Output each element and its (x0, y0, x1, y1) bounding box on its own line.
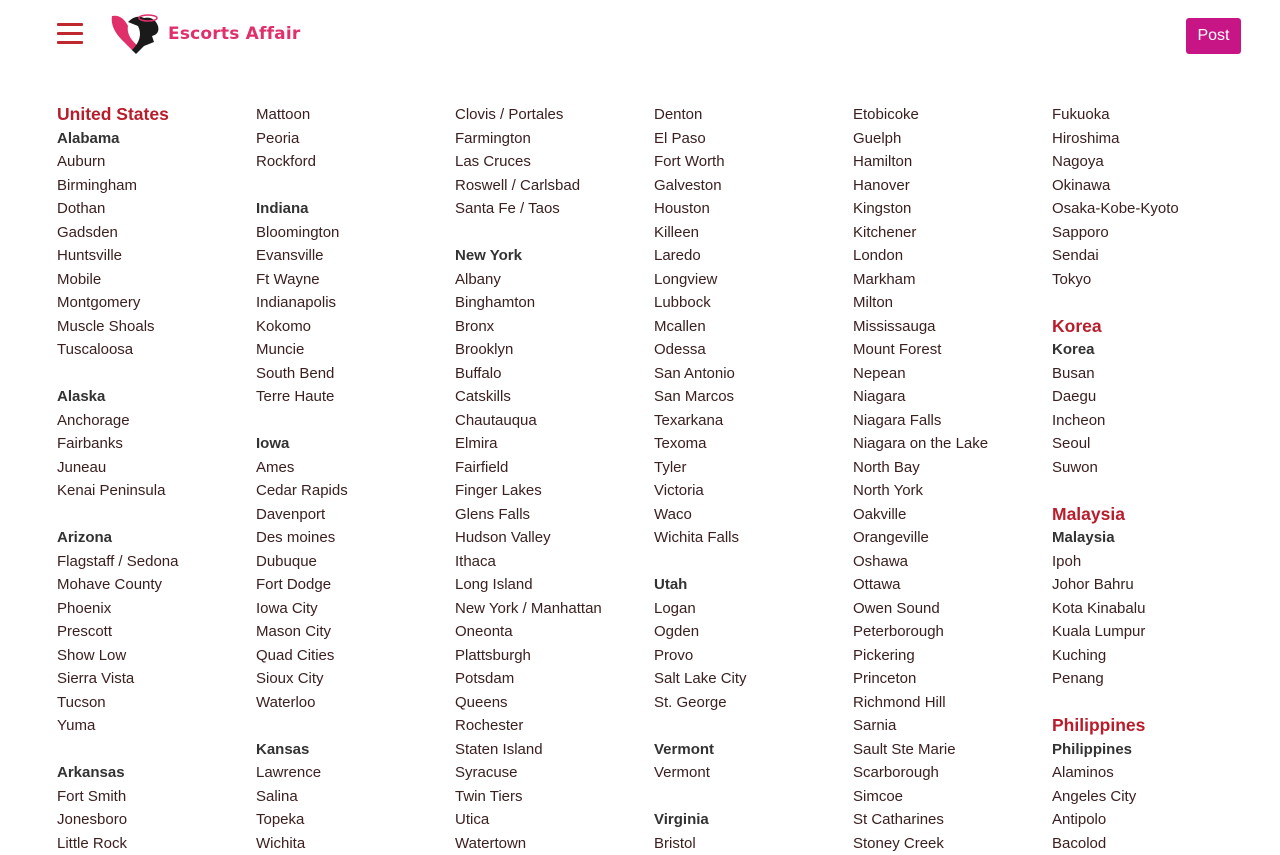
brand-name: Escorts Affair (168, 24, 300, 44)
city-link[interactable]: St Catharines (853, 808, 1048, 832)
city-link[interactable]: Niagara Falls (853, 409, 1048, 433)
city-link[interactable]: Fukuoka (1052, 103, 1247, 127)
city-link[interactable]: Finger Lakes (455, 479, 650, 503)
city-link[interactable]: Bristol (654, 832, 849, 855)
city-link[interactable]: Cedar Rapids (256, 479, 451, 503)
city-link[interactable]: Las Cruces (455, 150, 650, 174)
city-link[interactable]: Kingston (853, 197, 1048, 221)
city-link[interactable]: Vermont (654, 761, 849, 785)
post-button[interactable]: Post (1186, 18, 1241, 54)
city-link[interactable]: Houston (654, 197, 849, 221)
city-link[interactable]: Buffalo (455, 362, 650, 386)
city-link[interactable]: Sapporo (1052, 221, 1247, 245)
city-link[interactable]: Clovis / Portales (455, 103, 650, 127)
city-link[interactable]: Flagstaff / Sedona (57, 550, 252, 574)
spacer (256, 714, 451, 738)
city-link[interactable]: Show Low (57, 644, 252, 668)
city-link[interactable]: North York (853, 479, 1048, 503)
city-link[interactable]: Santa Fe / Taos (455, 197, 650, 221)
city-link[interactable]: Hiroshima (1052, 127, 1247, 151)
city-link[interactable]: Texoma (654, 432, 849, 456)
location-column (57, 103, 252, 855)
city-link[interactable]: Elmira (455, 432, 650, 456)
city-link[interactable]: Texarkana (654, 409, 849, 433)
city-link[interactable]: Antipolo (1052, 808, 1247, 832)
city-link[interactable]: Mcallen (654, 315, 849, 339)
location-column (853, 103, 1048, 855)
city-link[interactable]: Ipoh (1052, 550, 1247, 574)
city-link[interactable]: Penang (1052, 667, 1247, 691)
heart-logo-icon (108, 12, 162, 56)
city-link[interactable]: Little Rock (57, 832, 252, 855)
city-link[interactable]: Waterloo (256, 691, 451, 715)
city-link[interactable]: Niagara (853, 385, 1048, 409)
location-column (256, 103, 451, 855)
city-link[interactable]: Dothan (57, 197, 252, 221)
city-link[interactable]: Prescott (57, 620, 252, 644)
city-link[interactable]: Quad Cities (256, 644, 451, 668)
city-link[interactable]: Jonesboro (57, 808, 252, 832)
city-link[interactable]: Auburn (57, 150, 252, 174)
city-link[interactable]: Nepean (853, 362, 1048, 386)
city-link[interactable]: Terre Haute (256, 385, 451, 409)
city-link[interactable]: Kokomo (256, 315, 451, 339)
city-link[interactable]: Glens Falls (455, 503, 650, 527)
spacer (455, 221, 650, 245)
location-column (1052, 103, 1247, 855)
city-link[interactable]: Staten Island (455, 738, 650, 762)
city-link[interactable]: Ottawa (853, 573, 1048, 597)
city-link[interactable]: Alaminos (1052, 761, 1247, 785)
city-link[interactable]: Kota Kinabalu (1052, 597, 1247, 621)
city-link[interactable]: St. George (654, 691, 849, 715)
city-link[interactable]: Longview (654, 268, 849, 292)
city-link[interactable]: Peoria (256, 127, 451, 151)
city-link[interactable]: Tokyo (1052, 268, 1247, 292)
spacer (57, 738, 252, 762)
region-heading: Alabama (57, 127, 252, 151)
logo[interactable] (108, 12, 300, 56)
city-link[interactable]: El Paso (654, 127, 849, 151)
city-link[interactable]: Fort Worth (654, 150, 849, 174)
city-link[interactable]: Mount Forest (853, 338, 1048, 362)
hamburger-menu-icon[interactable] (57, 22, 83, 46)
city-link[interactable]: Angeles City (1052, 785, 1247, 809)
city-link[interactable]: Markham (853, 268, 1048, 292)
city-link[interactable]: Oakville (853, 503, 1048, 527)
city-link[interactable]: Ames (256, 456, 451, 480)
city-link[interactable]: Oshawa (853, 550, 1048, 574)
city-link[interactable]: Farmington (455, 127, 650, 151)
spacer (654, 785, 849, 809)
city-link[interactable]: Hamilton (853, 150, 1048, 174)
city-link[interactable]: Brooklyn (455, 338, 650, 362)
city-link[interactable]: Iowa City (256, 597, 451, 621)
city-link[interactable]: Sault Ste Marie (853, 738, 1048, 762)
city-link[interactable]: Salt Lake City (654, 667, 849, 691)
city-link[interactable]: Ft Wayne (256, 268, 451, 292)
city-link[interactable]: Wichita (256, 832, 451, 855)
city-link[interactable]: Fairfield (455, 456, 650, 480)
spacer (57, 362, 252, 386)
city-link[interactable]: Niagara on the Lake (853, 432, 1048, 456)
city-link[interactable]: Dubuque (256, 550, 451, 574)
region-heading: Utah (654, 573, 849, 597)
city-link[interactable]: Mattoon (256, 103, 451, 127)
city-link[interactable]: Twin Tiers (455, 785, 650, 809)
city-link[interactable]: Kuala Lumpur (1052, 620, 1247, 644)
city-link[interactable]: Chautauqua (455, 409, 650, 433)
city-link[interactable]: Ithaca (455, 550, 650, 574)
city-link[interactable]: Stoney Creek (853, 832, 1048, 855)
city-link[interactable]: Long Island (455, 573, 650, 597)
spacer (654, 550, 849, 574)
spacer (57, 503, 252, 527)
city-link[interactable]: Oneonta (455, 620, 650, 644)
city-link[interactable]: Bloomington (256, 221, 451, 245)
city-link[interactable]: Rochester (455, 714, 650, 738)
city-link[interactable]: Salina (256, 785, 451, 809)
city-link[interactable]: Muncie (256, 338, 451, 362)
region-heading: Alaska (57, 385, 252, 409)
region-heading: Vermont (654, 738, 849, 762)
city-link[interactable]: Utica (455, 808, 650, 832)
city-link[interactable]: Potsdam (455, 667, 650, 691)
city-link[interactable]: Fort Smith (57, 785, 252, 809)
city-link[interactable]: Syracuse (455, 761, 650, 785)
city-link[interactable]: Johor Bahru (1052, 573, 1247, 597)
city-link[interactable]: Incheon (1052, 409, 1247, 433)
city-link[interactable]: Seoul (1052, 432, 1247, 456)
city-link[interactable]: North Bay (853, 456, 1048, 480)
region-heading: Arkansas (57, 761, 252, 785)
city-link[interactable]: Muscle Shoals (57, 315, 252, 339)
city-link[interactable]: Anchorage (57, 409, 252, 433)
city-link[interactable]: Juneau (57, 456, 252, 480)
city-link[interactable]: Sendai (1052, 244, 1247, 268)
city-link[interactable]: Killeen (654, 221, 849, 245)
city-link[interactable]: Lubbock (654, 291, 849, 315)
city-link[interactable]: Princeton (853, 667, 1048, 691)
city-link[interactable]: Provo (654, 644, 849, 668)
city-link[interactable]: Nagoya (1052, 150, 1247, 174)
header (0, 0, 1280, 70)
spacer (1052, 291, 1247, 315)
city-link[interactable]: London (853, 244, 1048, 268)
city-link[interactable]: Owen Sound (853, 597, 1048, 621)
city-link[interactable]: San Antonio (654, 362, 849, 386)
region-heading: Iowa (256, 432, 451, 456)
city-link[interactable]: Topeka (256, 808, 451, 832)
region-heading: Kansas (256, 738, 451, 762)
city-link[interactable]: Watertown (455, 832, 650, 855)
region-heading: Malaysia (1052, 526, 1247, 550)
city-link[interactable]: Pickering (853, 644, 1048, 668)
city-link[interactable]: Bacolod (1052, 832, 1247, 855)
city-link[interactable]: Binghamton (455, 291, 650, 315)
city-link[interactable]: Catskills (455, 385, 650, 409)
country-heading: Malaysia (1052, 503, 1247, 527)
city-link[interactable]: Richmond Hill (853, 691, 1048, 715)
country-heading: United States (57, 103, 252, 127)
city-link[interactable]: New York / Manhattan (455, 597, 650, 621)
city-link[interactable]: Plattsburgh (455, 644, 650, 668)
city-link[interactable]: Okinawa (1052, 174, 1247, 198)
city-link[interactable]: Mobile (57, 268, 252, 292)
city-link[interactable]: Albany (455, 268, 650, 292)
city-link[interactable]: Mississauga (853, 315, 1048, 339)
city-link[interactable]: Etobicoke (853, 103, 1048, 127)
city-link[interactable]: Des moines (256, 526, 451, 550)
city-link[interactable]: Rockford (256, 150, 451, 174)
region-heading: Arizona (57, 526, 252, 550)
spacer (256, 409, 451, 433)
country-heading: Korea (1052, 315, 1247, 339)
city-link[interactable]: Davenport (256, 503, 451, 527)
location-column (654, 103, 849, 855)
city-link[interactable]: Wichita Falls (654, 526, 849, 550)
country-heading: Philippines (1052, 714, 1247, 738)
city-link[interactable]: Roswell / Carlsbad (455, 174, 650, 198)
spacer (654, 714, 849, 738)
city-link[interactable]: Mohave County (57, 573, 252, 597)
city-link[interactable]: Ogden (654, 620, 849, 644)
city-link[interactable]: Kuching (1052, 644, 1247, 668)
city-link[interactable]: Milton (853, 291, 1048, 315)
city-link[interactable]: Denton (654, 103, 849, 127)
city-link[interactable]: Orangeville (853, 526, 1048, 550)
city-link[interactable]: Hudson Valley (455, 526, 650, 550)
city-link[interactable]: Waco (654, 503, 849, 527)
city-link[interactable]: Evansville (256, 244, 451, 268)
city-link[interactable]: Tyler (654, 456, 849, 480)
city-link[interactable]: Mason City (256, 620, 451, 644)
city-link[interactable]: Montgomery (57, 291, 252, 315)
city-link[interactable]: Logan (654, 597, 849, 621)
region-heading: Philippines (1052, 738, 1247, 762)
city-link[interactable]: Kitchener (853, 221, 1048, 245)
city-link[interactable]: Yuma (57, 714, 252, 738)
city-link[interactable]: Indianapolis (256, 291, 451, 315)
city-link[interactable]: Busan (1052, 362, 1247, 386)
city-link[interactable]: Bronx (455, 315, 650, 339)
city-link[interactable]: South Bend (256, 362, 451, 386)
city-link[interactable]: Daegu (1052, 385, 1247, 409)
city-link[interactable]: San Marcos (654, 385, 849, 409)
spacer (1052, 479, 1247, 503)
city-link[interactable]: Guelph (853, 127, 1048, 151)
city-link[interactable]: Osaka-Kobe-Kyoto (1052, 197, 1247, 221)
city-link[interactable]: Odessa (654, 338, 849, 362)
region-heading: New York (455, 244, 650, 268)
city-link[interactable]: Sioux City (256, 667, 451, 691)
city-link[interactable]: Simcoe (853, 785, 1048, 809)
spacer (1052, 691, 1247, 715)
location-column (455, 103, 650, 855)
city-link[interactable]: Sierra Vista (57, 667, 252, 691)
spacer (256, 174, 451, 198)
region-heading: Indiana (256, 197, 451, 221)
city-link[interactable]: Galveston (654, 174, 849, 198)
city-link[interactable]: Sarnia (853, 714, 1048, 738)
city-link[interactable]: Hanover (853, 174, 1048, 198)
city-link[interactable]: Phoenix (57, 597, 252, 621)
city-link[interactable]: Suwon (1052, 456, 1247, 480)
city-link[interactable]: Tucson (57, 691, 252, 715)
city-link[interactable]: Queens (455, 691, 650, 715)
city-link[interactable]: Huntsville (57, 244, 252, 268)
city-link[interactable]: Gadsden (57, 221, 252, 245)
city-link[interactable]: Fairbanks (57, 432, 252, 456)
city-link[interactable]: Fort Dodge (256, 573, 451, 597)
region-heading: Korea (1052, 338, 1247, 362)
region-heading: Virginia (654, 808, 849, 832)
city-link[interactable]: Lawrence (256, 761, 451, 785)
city-link[interactable]: Peterborough (853, 620, 1048, 644)
city-link[interactable]: Birmingham (57, 174, 252, 198)
city-link[interactable]: Laredo (654, 244, 849, 268)
city-link[interactable]: Victoria (654, 479, 849, 503)
city-link[interactable]: Scarborough (853, 761, 1048, 785)
city-link[interactable]: Kenai Peninsula (57, 479, 252, 503)
city-link[interactable]: Tuscaloosa (57, 338, 252, 362)
